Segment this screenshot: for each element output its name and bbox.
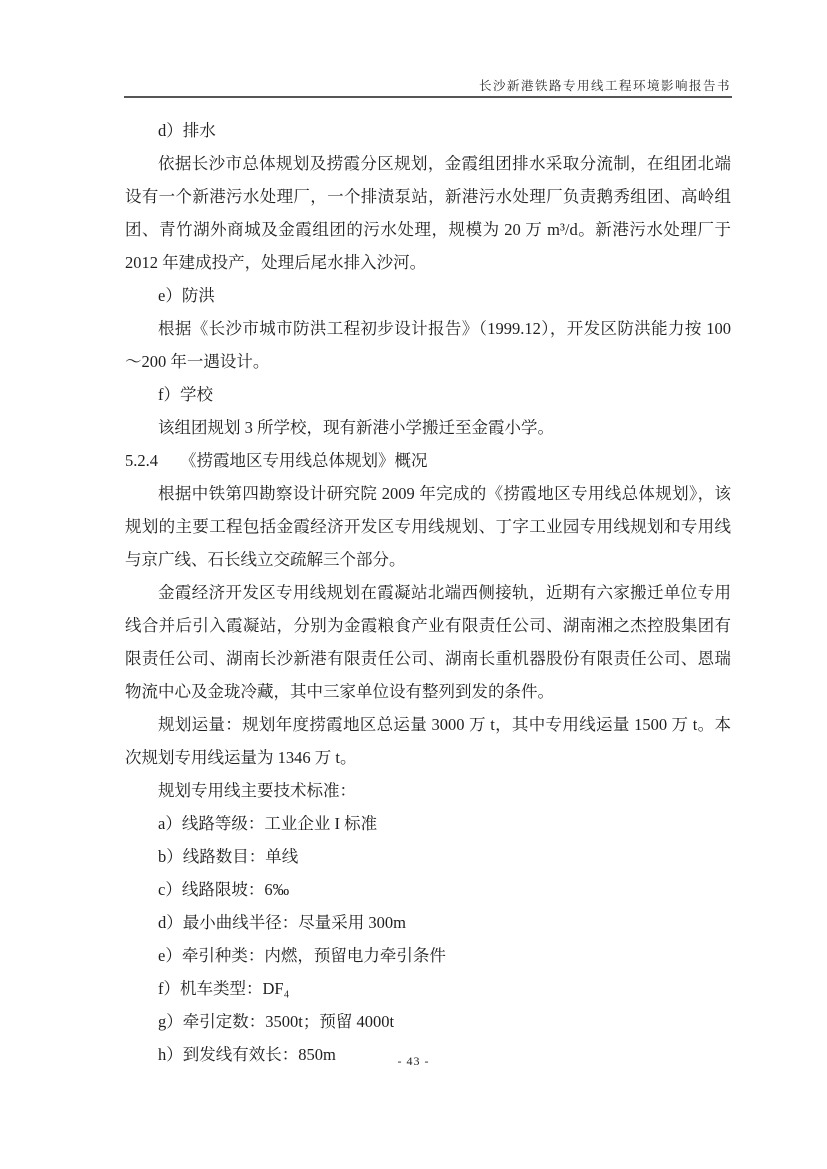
running-header-title: 长沙新港铁路专用线工程环境影响报告书 <box>478 79 731 93</box>
tech-standard-item-a: a）线路等级：工业企业 I 标准 <box>158 814 378 833</box>
tech-standard-item-e: e）牵引种类：内燃，预留电力牵引条件 <box>158 946 446 965</box>
list-item-f-school: f）学校 <box>158 385 213 404</box>
paragraph-standards-intro: 规划专用线主要技术标准： <box>158 781 356 800</box>
list-item-e-flood: e）防洪 <box>158 286 215 305</box>
section-number: 5.2.4 <box>125 451 158 470</box>
tech-standard-item-h: h）到发线有效长：850m <box>158 1045 336 1064</box>
section-heading-5-2-4 <box>125 444 731 477</box>
paragraph-planned-volume: 规划运量：规划年度捞霞地区总运量 3000 万 t，其中专用线运量 1500 万 t。本次规划专用线运量为 1346 万 t。 <box>125 715 731 767</box>
tech-standard-item-d: d）最小曲线半径：尽量采用 300m <box>158 913 406 932</box>
document-body <box>125 114 731 1071</box>
header-rule <box>124 96 732 98</box>
page-number: - 43 - <box>397 1054 430 1068</box>
tech-standard-item-g: g）牵引定数：3500t；预留 4000t <box>158 1012 395 1031</box>
section-title: 《捞霞地区专用线总体规划》概况 <box>180 451 428 470</box>
tech-standard-item-c: c）线路限坡：6‰ <box>158 880 290 899</box>
paragraph-jinxia-line: 金霞经济开发区专用线规划在霞凝站北端西侧接轨，近期有六家搬迁单位专用线合并后引入霞凝站，分别为金霞粮食产业有限责任公司、湖南湘之杰控股集团有限责任公司、湖南长沙新港有限责任公司、湖南长重机器股份有限责任公司、恩瑞物流中心及金珑冷藏，其中三家单位设有整列到发的条件。 <box>125 583 731 701</box>
tech-standard-item-b: b）线路数目：单线 <box>158 847 299 866</box>
paragraph-plan-overview: 根据中铁第四勘察设计研究院 2009 年完成的《捞霞地区专用线总体规划》，该规划的主要工程包括金霞经济开发区专用线规划、丁字工业园专用线规划和专用线与京广线、石长线立交疏解三个部分。 <box>125 484 731 569</box>
paragraph-drainage: 依据长沙市总体规划及捞霞分区规划，金霞组团排水采取分流制，在组团北端设有一个新港污水处理厂，一个排渍泵站，新港污水处理厂负责鹅秀组团、高岭组团、青竹湖外商城及金霞组团的污水处理，规模为 20 万 m³/d。新港污水处理厂于 2012 年建成投产，处理后尾水排入沙河。 <box>125 154 731 272</box>
paragraph-schools: 该组团规划 3 所学校，现有新港小学搬迁至金霞小学。 <box>158 418 554 437</box>
tech-standard-item-f: f）机车类型：DF₄ <box>158 979 290 998</box>
list-item-d-drainage: d）排水 <box>158 121 216 140</box>
paragraph-flood-control: 根据《长沙市城市防洪工程初步设计报告》（1999.12），开发区防洪能力按 100～200 年一遇设计。 <box>125 319 731 371</box>
